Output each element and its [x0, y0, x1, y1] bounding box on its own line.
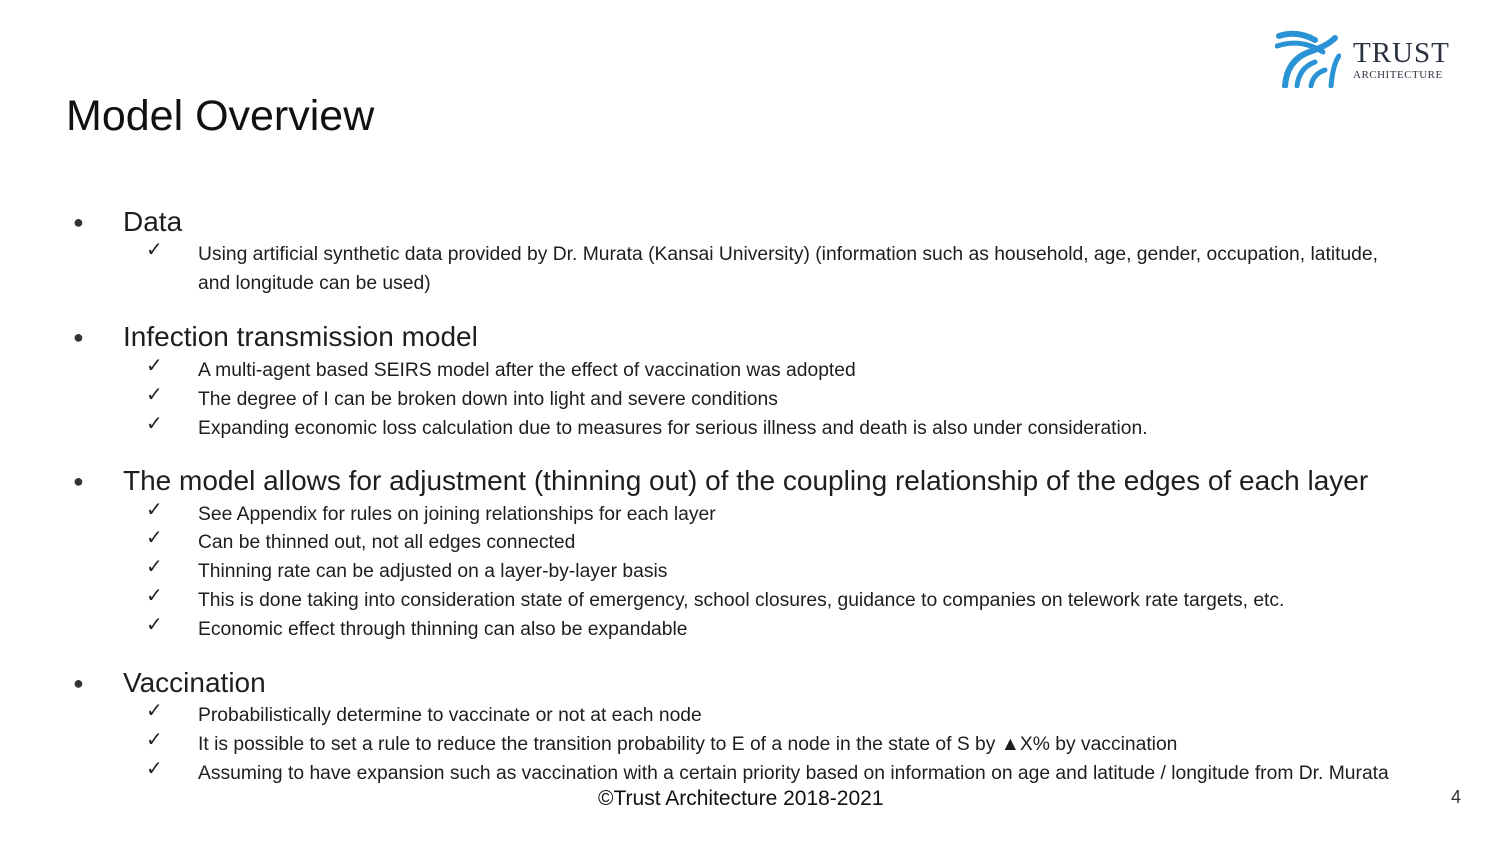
checkmark-icon: ✓: [146, 727, 163, 751]
checkmark-icon: ✓: [146, 583, 163, 607]
checkmark-icon: ✓: [146, 497, 163, 521]
list-item-text: Economic effect through thinning can also be expandable: [198, 619, 688, 640]
section-heading: Vaccination: [123, 667, 266, 698]
list-item-text: A multi-agent based SEIRS model after the effect of vaccination was adopted: [198, 360, 856, 381]
trust-architecture-logo-icon: [1275, 30, 1341, 88]
list-item-text: The degree of I can be broken down into light and severe conditions: [198, 389, 778, 410]
checkmark-icon: ✓: [146, 554, 163, 578]
list-item-text: Assuming to have expansion such as vaccination with a certain priority based on information on age and latitude / longitude from Dr. Murata: [198, 763, 1389, 784]
checkmark-icon: ✓: [146, 411, 163, 435]
list-item-text: See Appendix for rules on joining relationships for each layer: [198, 504, 716, 525]
checkmark-icon: ✓: [146, 612, 163, 636]
copyright-footer: ©Trust Architecture 2018-2021: [598, 787, 884, 810]
checkmark-icon: ✓: [146, 382, 163, 406]
bullet-icon: ●: [73, 212, 84, 232]
list-item-text: This is done taking into consideration state of emergency, school closures, guidance to companies on telework rate targets, etc.: [198, 590, 1285, 611]
list-item-text: Thinning rate can be adjusted on a layer-by-layer basis: [198, 561, 668, 582]
bullet-icon: ●: [73, 673, 84, 693]
list-item-text: Can be thinned out, not all edges connected: [198, 532, 576, 553]
logo-wordmark: [1353, 38, 1450, 81]
page-title: Model Overview: [66, 92, 375, 140]
checkmark-icon: ✓: [146, 698, 163, 722]
checkmark-icon: ✓: [146, 237, 163, 261]
list-item-text: Using artificial synthetic data provided by Dr. Murata (Kansai University) (information such as household, age, gender, occupation, latitude, and longitude can be used): [198, 244, 1378, 294]
logo-word-sub: ARCHITECTURE: [1353, 69, 1443, 81]
section-heading: Data: [123, 206, 183, 237]
list-item-text: It is possible to set a rule to reduce the transition probability to E of a node in the state of S by ▲X% by vaccination: [198, 734, 1178, 755]
logo-word-main: TRUST: [1353, 37, 1450, 69]
list-item-text: Expanding economic loss calculation due to measures for serious illness and death is also under consideration.: [198, 418, 1148, 439]
checkmark-icon: ✓: [146, 353, 163, 377]
section-heading: Infection transmission model: [123, 321, 478, 352]
checkmark-icon: ✓: [146, 525, 163, 549]
company-logo: [1275, 30, 1465, 88]
bullet-icon: ●: [73, 327, 84, 347]
list-item-text: Probabilistically determine to vaccinate or not at each node: [198, 705, 702, 726]
page-number: 4: [1451, 787, 1462, 807]
section-heading: The model allows for adjustment (thinning out) of the coupling relationship of the edges of each layer: [123, 465, 1369, 496]
bullet-icon: ●: [73, 471, 84, 491]
checkmark-icon: ✓: [146, 756, 163, 780]
